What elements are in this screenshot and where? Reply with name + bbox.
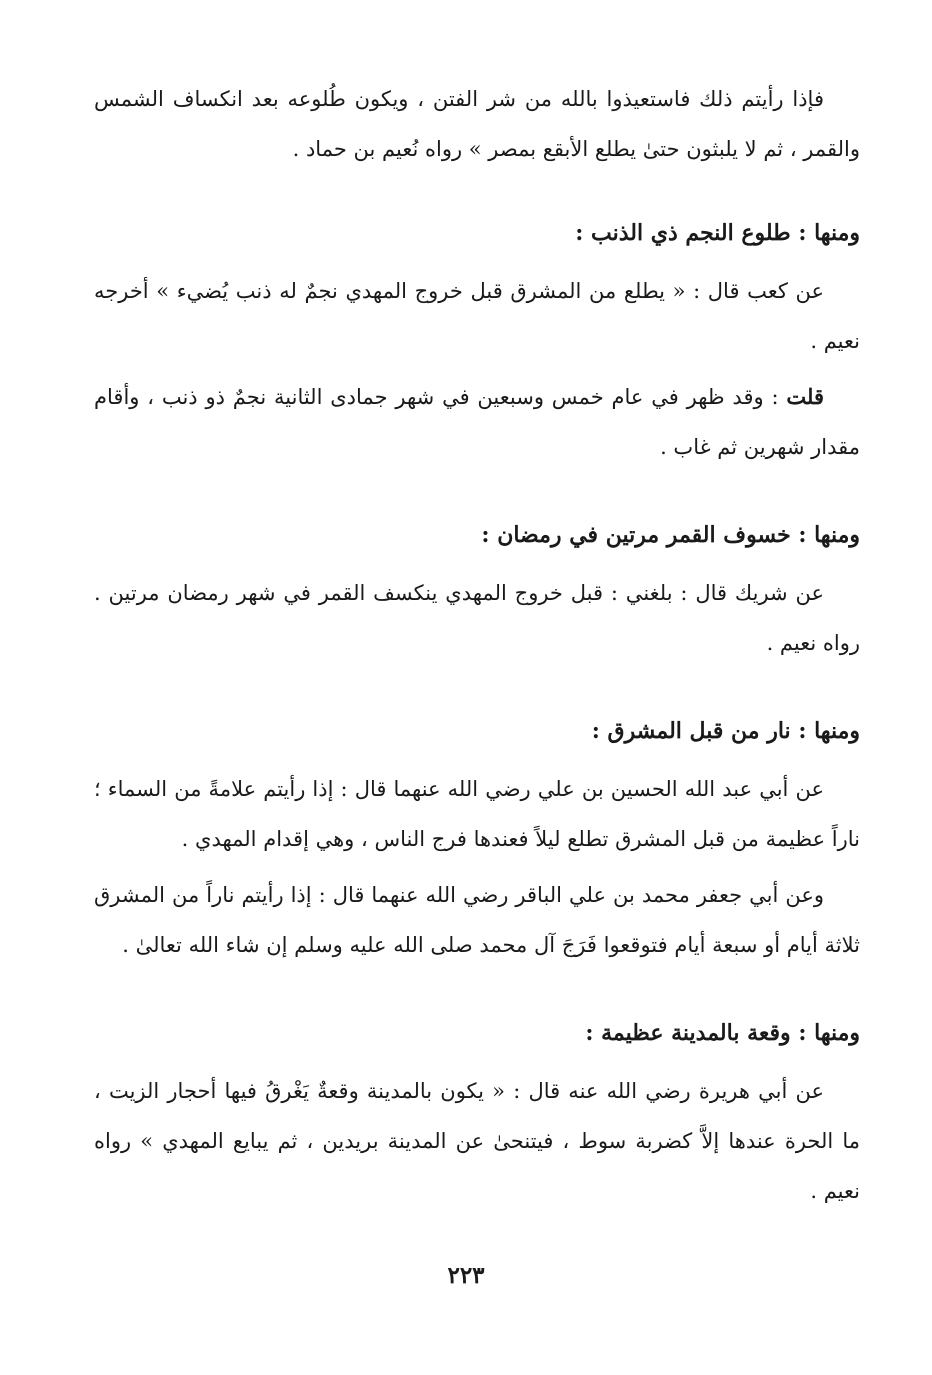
- page-number: ٢٢٣: [447, 1262, 485, 1289]
- section-heading-lunar-eclipse: ومنها : خسوف القمر مرتين في رمضان :: [481, 522, 860, 548]
- paragraph-shareek: عن شريك قال : بلغني : قبل خروج المهدي ينكسف القمر في شهر رمضان مرتين . رواه نعيم .: [94, 581, 860, 655]
- paragraph-kaab: عن كعب قال : « يطلع من المشرق قبل خروج المهدي نجمٌ له ذنب يُضيء » أخرجه نعيم .: [94, 279, 860, 353]
- section-heading-madinah-battle: ومنها : وقعة بالمدينة عظيمة :: [585, 1020, 860, 1046]
- intro-paragraph: فإذا رأيتم ذلك فاستعيذوا بالله من شر الفتن ، ويكون طُلوعه بعد انكساف الشمس والقمر ، ثم لا يلبثون حتىٰ يطلع الأبقع بمصر » رواه نُعيم بن حماد .: [94, 87, 860, 161]
- paragraph-al-husayn: عن أبي عبد الله الحسين بن علي رضي الله عنهما قال : إذا رأيتم علامةً من السماء ؛ ناراً عظيمة من قبل المشرق تطلع ليلاً فعندها فرج الناس ، وهي إقدام المهدي .: [94, 777, 860, 851]
- note-text: : وقد ظهر في عام خمس وسبعين في شهر جمادى الثانية نجمٌ ذو ذنب ، وأقام مقدار شهرين ثم غاب .: [94, 385, 860, 459]
- paragraph-abu-hurayrah: عن أبي هريرة رضي الله عنه قال : « يكون بالمدينة وقعةٌ يَغْرقُ فيها أحجار الزيت ، ما الحرة عندها إلاَّ كضربة سوط ، فيتنحىٰ عن المدينة بريدين ، ثم يبايع المهدي » رواه نعيم .: [94, 1079, 860, 1203]
- section-heading-comet: ومنها : طلوع النجم ذي الذنب :: [575, 220, 860, 246]
- note-paragraph: [94, 372, 860, 472]
- section-heading-eastern-fire: ومنها : نار من قبل المشرق :: [591, 718, 860, 744]
- note-label: قلت: [786, 384, 824, 409]
- paragraph-al-baqir: وعن أبي جعفر محمد بن علي الباقر رضي الله عنهما قال : إذا رأيتم ناراً من المشرق ثلاثة أيام أو سبعة أيام فتوقعوا فَرَجَ آل محمد صلى الله عليه وسلم إن شاء الله تعالىٰ .: [94, 883, 860, 957]
